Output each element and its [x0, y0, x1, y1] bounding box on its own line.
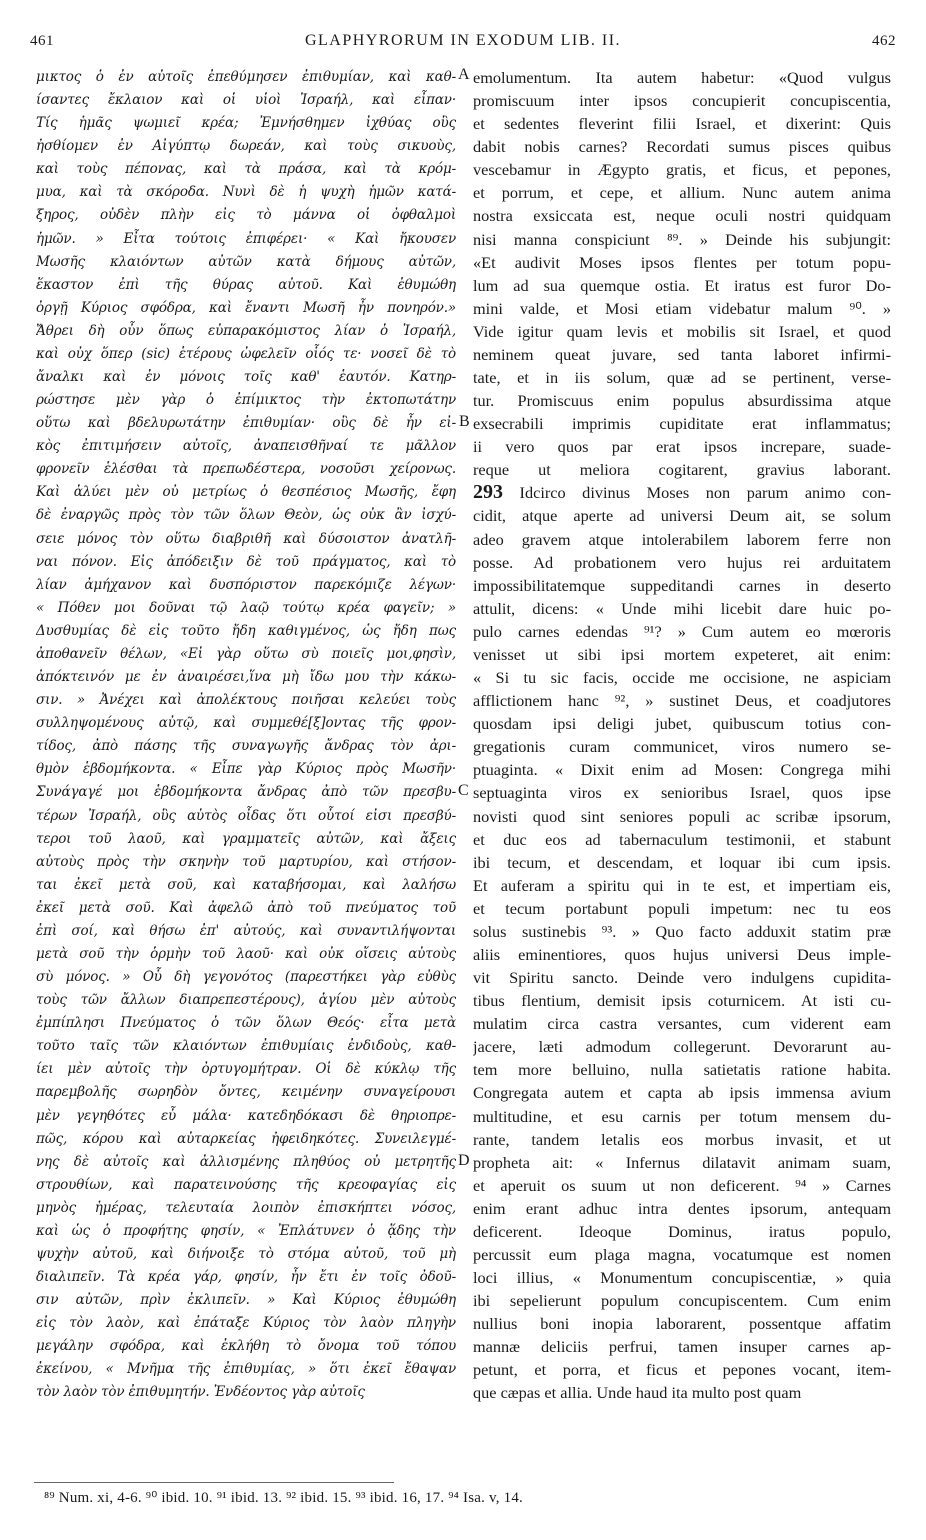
greek-text-line: μεγάλην σφόδρα, καὶ ἐκλήθη τὸ ὄνομα τοῦ τόπου — [36, 1338, 456, 1355]
latin-text-line: «Et audivit Moses ipsos flentes per totum popu- — [473, 252, 891, 272]
latin-text-line: deficerent. Ideoque Dominus, iratus populo, — [473, 1221, 891, 1241]
greek-text-line: τοῦτο ταῖς τῶν κλαιόντων ἐπιθυμίαις ἐνδιδοὺς, καθ- — [36, 1038, 456, 1055]
greek-text-line: εἰς τὸν λαὸν, καὶ ἐπάταξε Κύριος τὸν λαὸν πληγὴν — [36, 1315, 456, 1332]
section-number: 293 — [473, 481, 503, 504]
greek-text-line: μυα, καὶ τὰ σκόροδα. Νυνὶ δὲ ἡ ψυχὴ ἡμῶν κατά- — [36, 184, 456, 201]
latin-text-line: nisi manna conspiciunt ⁸⁹. » Deinde his subjungit: — [473, 229, 891, 249]
latin-text-line: ii vero quos par erat ipsos increpare, suade- — [473, 437, 891, 457]
latin-text-line: posse. Ad probationem vero hujus rei arduitatem — [473, 552, 891, 572]
greek-text-line: ἐκείνου, « Μνῆμα τῆς ἐπιθυμίας, » ὅτι ἐκεῖ ἔθαψαν — [36, 1361, 456, 1378]
greek-text-line: παρεμβολῆς σωρηδὸν ὄντες, κειμένην συναγείρουσι — [36, 1084, 456, 1101]
latin-text-line: novisti quod sint seniores populi ac scribæ ipsorum, — [473, 806, 891, 826]
latin-text-line: tate, et in iis solum, quæ ad se pertinent, verse- — [473, 368, 891, 388]
greek-text-line: κὸς ἐπιτιμήσειν αὐτοῖς, ἀναπεισθῆναί τε μᾶλλον — [36, 438, 456, 455]
greek-text-line: Ἄθρει δὴ οὖν ὅπως εὐπαρακόμιστος λίαν ὁ Ἰσραήλ, — [36, 322, 456, 339]
latin-text-line: percussit eum plaga magna, vocatumque est nomen — [473, 1244, 891, 1264]
greek-text-line: τοὺς τῶν ἄλλων διαπρεπεστέρους), ἁγίου μὲν αὐτοὺς — [36, 992, 456, 1009]
latin-text-line: ibi sepelierunt populum concupiscentem. Cum enim — [473, 1291, 891, 1311]
greek-text-line: ἄναλκι καὶ ἐν μόνοις τοῖς καθ' ἑαυτόν. Κατηρ- — [36, 369, 456, 386]
greek-text-line: αὐτοὺς πρὸς τὴν σκηνὴν τοῦ μαρτυρίου, καὶ στήσον- — [36, 853, 456, 870]
greek-text-line: δὲ ἐναργῶς πρὸς τὸν τῶν ὅλων Θεὸν, ὡς οὐκ ἂν ἰσχύ- — [36, 507, 456, 524]
greek-text-line: συλληψομένους αὐτῷ, καὶ συμμεθέ[ξ]οντας τῆς φρον- — [36, 715, 456, 732]
greek-column — [36, 66, 456, 1405]
greek-text-line: στρουθίων, καὶ παρατεινούσης τῆς κρεοφαγίας εἰς — [36, 1176, 456, 1193]
margin-marker-a: A — [458, 66, 470, 83]
margin-marker-c: C — [458, 782, 469, 799]
footnotes: ⁸⁹ Num. xi, 4-6. ⁹⁰ ibid. 10. ⁹¹ ibid. 13. ⁹² ibid. 15. ⁹³ ibid. 16, 17. ⁹⁴ Isa. v, 14. — [44, 1490, 524, 1506]
latin-text-line: neminem queat juvare, sed tanta laboret infirmi- — [473, 344, 891, 364]
greek-text-line: σειε μόνος τὸν οὕτω διαβριθῆ καὶ δύσοιστον ἀνατλῆ- — [36, 530, 456, 547]
greek-text-line: ἡμῶν. » Εἶτα τούτοις ἐπιφέρει· « Καὶ ἤκουσεν — [36, 230, 456, 247]
latin-text-line: tem more belluino, nulla satietatis ratione habita. — [473, 1060, 891, 1080]
greek-text-line: ἐμπίπλησι Πνεύματος ὁ τῶν ὅλων Θεός· εἶτα μετὰ — [36, 1015, 456, 1032]
greek-text-line: μηνὸς ἡμέρας, τελευταία λοιπὸν ἐπισκήπτει νόσος, — [36, 1199, 456, 1216]
latin-text-line: nostra exsiccata est, neque oculi nostri quidquam — [473, 206, 891, 226]
margin-marker-d: D — [458, 1152, 470, 1169]
latin-text-line: lum ad sua quemque ostia. Et iratus est furor Do- — [473, 275, 891, 295]
latin-text-line: loci illius, « Monumentum concupiscentiæ, » quia — [473, 1268, 891, 1288]
latin-text-line: tibus flentium, demisit ipsis coturnicem. At isti cu- — [473, 991, 891, 1011]
latin-text-line: tur. Promiscuus enim populus absurdissima atque — [473, 391, 891, 411]
latin-text-line: ibi tecum, et descendam, et loquar ibi cum ipsis. — [473, 852, 891, 872]
greek-text-line: « Πόθεν μοι δοῦναι τῷ λαῷ τούτῳ κρέα φαγεῖν; » — [36, 599, 456, 616]
greek-text-line: ἐκεῖ μετὰ σοῦ. Καὶ ἀφελῶ ἀπὸ τοῦ πνεύματος τοῦ — [36, 899, 456, 916]
greek-text-line: Δυσθυμίας δὲ εἰς τοῦτο ἤδη καθιγμένος, ὡς ἤδη πως — [36, 622, 456, 639]
latin-text-line: Congregata autem et capta ab ipsis immensa avium — [473, 1083, 891, 1103]
footnote-rule — [34, 1482, 394, 1483]
latin-text-line: et tecum portabunt populi impetum: nec tu eos — [473, 898, 891, 918]
greek-text-line: ἐπὶ σοί, καὶ θήσω ἐπ' αὐτούς, καὶ συναντιλήψονται — [36, 922, 456, 939]
latin-text-line: exsecrabili imprimis cupiditate erat inflammatus; — [473, 414, 891, 434]
left-page-number: 461 — [30, 32, 54, 49]
latin-text-line: dabit nobis carnes? Recordati sumus pisces quibus — [473, 137, 891, 157]
greek-text-line: τέρων Ἰσραήλ, οὓς αὐτὸς οἶδας ὅτι οὗτοί εἰσι πρεσβύ- — [36, 807, 456, 824]
latin-text-line: adeo gravem atque intolerabilem laborem ferre non — [473, 529, 891, 549]
greek-text-line: σὺ μόνος. » Οὗ δὴ γεγονότος (παρεστήκει γὰρ εὐθὺς — [36, 969, 456, 986]
latin-column — [473, 66, 891, 1405]
margin-marker-b: B — [459, 413, 470, 430]
greek-text-line: τίδος, ἀπὸ πάσης τῆς συναγωγῆς ἄνδρας τὸν ἀρι- — [36, 738, 456, 755]
running-title: GLAPHYRORUM IN EXODUM LIB. II. — [304, 32, 622, 49]
latin-text-line: et sedentes fleverint filii Israel, et dixerint: Quis — [473, 114, 891, 134]
greek-text-line: μικτος ὁ ἐν αὐτοῖς ἐπεθύμησεν ἐπιθυμίαν, καὶ καθ- — [36, 69, 456, 85]
latin-text-line: que cæpas et allia. Unde haud ita multo post quam — [473, 1383, 802, 1403]
latin-text-line: et duc eos ad tabernaculum testimonii, et stabunt — [473, 829, 891, 849]
greek-text-line: Τίς ἡμᾶς ψωμιεῖ κρέα; Ἐμνήσθημεν ἰχθύας οὓς — [36, 115, 456, 132]
greek-text-line: καὶ οὐχ ὅπερ (sic) ἑτέρους ὠφελεῖν οἷός τε· νοσεῖ δὲ τὸ — [36, 345, 456, 362]
greek-text-line: ίει μὲν αὐτοῖς τὴν ὀρτυγομήτραν. Οἱ δὲ κύκλῳ τῆς — [36, 1061, 456, 1078]
latin-text-line: jacere, læti admodum collegerunt. Devorarunt au- — [473, 1037, 891, 1057]
latin-text-line: mannæ deliciis perfrui, tamen insuper carnes ap- — [473, 1337, 891, 1357]
latin-text-line: propheta ait: « Infernus dilatavit animam suam, — [473, 1152, 891, 1172]
latin-text-line: Vide igitur quam levis et mobilis sit Israel, et quod — [473, 321, 891, 341]
latin-text-line: solus sustinebis ⁹³. » Quo facto adduxit statim præ — [473, 921, 891, 941]
latin-text-line: impossibilitatemque suppeditandi carnes in deserto — [473, 575, 891, 595]
latin-text-line: venisset ut sibi ipsi mortem expeteret, ait enim: — [473, 644, 891, 664]
greek-text-line: θμὸν ἑβδομήκοντα. « Εἶπε γὰρ Κύριος πρὸς Μωσῆν· — [36, 761, 456, 778]
greek-text-line: ναι πόνον. Εἰς ἀπόδειξιν δὲ τοῦ πράγματος, καὶ τὸ — [36, 553, 456, 570]
greek-text-line: φρονεῖν ἑλέσθαι τὰ πρεπωδέστερα, νοσοῦσι χείρονως. — [36, 461, 456, 478]
latin-text-line: promiscuum inter ipsos concupierit concupiscentia, — [473, 91, 891, 111]
greek-text-line: ἀπόκτεινόν με ἐν ἀναιρέσει,ἵνα μὴ ἴδω μου τὴν κάκω- — [36, 669, 456, 686]
latin-text-line: aliis eminentiores, quos hujus universi Deus imple- — [473, 944, 891, 964]
greek-text-line: τὸν λαὸν τὸν ἐπιθυμητήν. Ἐνδέοντος γὰρ αὐτοῖς — [36, 1384, 365, 1401]
greek-text-line: Καὶ ἀλύει μὲν οὐ μετρίως ὁ θεσπέσιος Μωσῆς, ἔφη — [36, 484, 456, 501]
greek-text-line: νης δὲ αὐτοῖς καὶ ἀλλισμένης πληθύος οὐ μετρητῆς — [36, 1153, 456, 1170]
greek-text-line: οὕτω καὶ βδελυρωτάτην ἐπιθυμίαν· οὓς δὲ ἦν εἰ- — [36, 415, 456, 432]
latin-text-line: nullius boni inopia laborarent, possentque affatim — [473, 1314, 891, 1334]
latin-text-line: « Si tu sic facis, occide me occisione, ne aspiciam — [473, 668, 891, 688]
latin-text-line: cidit, atque aperte ad universi Deum ait, se solum — [473, 506, 891, 526]
greek-text-line: σιν αὐτῶν, πρὶν ἐκλιπεῖν. » Καὶ Κύριος ἐθυμώθη — [36, 1292, 456, 1309]
greek-text-line: ὀργῇ Κύριος σφόδρα, καὶ ἔναντι Μωσῆ ἦν πονηρόν.» — [36, 299, 456, 316]
latin-text-line: quosdam ipsi deligi jubet, quibuscum totius con- — [473, 714, 891, 734]
greek-text-line: ἀποθανεῖν θέλων, «Εἰ γὰρ οὕτω σὺ ποιεῖς μοι,φησὶν, — [36, 645, 456, 662]
latin-text-line: vescebamur in Ægypto gratis, et ficus, et pepones, — [473, 160, 891, 180]
greek-text-line: ίσαντες ἔκλαιον καὶ οἱ υἱοὶ Ἰσραήλ, καὶ εἶπαν· — [36, 92, 456, 109]
latin-text-line: gregationis curam communicet, viros numero se- — [473, 737, 891, 757]
greek-text-line: καὶ τοὺς πέπονας, καὶ τὰ πράσα, καὶ τὰ κρόμ- — [36, 161, 456, 178]
latin-text-line: ptuaginta. « Dixit enim ad Mosen: Congrega mihi — [473, 760, 891, 780]
greek-text-line: ρώστησε μὲν γὰρ ὁ ἐπίμικτος τὴν ἐκτοπωτάτην — [36, 392, 456, 409]
greek-text-line: σιν. » Ἀνέχει καὶ ἀπολέκτους ποιῆσαι κελεύει τοὺς — [36, 692, 456, 709]
latin-text-line: afflictionem hanc ⁹², » sustinet Deus, et coadjutores — [473, 691, 891, 711]
latin-text-line: reque ut meliora cogitarent, gravius laborant. — [473, 460, 891, 480]
latin-text-line: petunt, et porra, et ficus et pepones vocant, item- — [473, 1360, 891, 1380]
greek-text-line: μετὰ σοῦ τὴν ὁρμὴν τοῦ λαοῦ· καὶ οὐκ οἴσεις αὐτοὺς — [36, 945, 456, 962]
latin-text-line: mini valde, et Mosi etiam videbatur malum ⁹⁰. » — [473, 298, 891, 318]
latin-text-line: rante, tandem letalis eos morbus invasit, et ut — [473, 1129, 891, 1149]
greek-text-line: καὶ ὡς ὁ προφήτης φησίν, « Ἐπλάτυνεν ὁ ᾅδης τὴν — [36, 1222, 456, 1239]
greek-text-line: ξηρος, οὐδὲν πλὴν εἰς τὸ μάννα οἱ ὀφθαλμοὶ — [36, 207, 456, 224]
right-page-number: 462 — [871, 32, 896, 49]
greek-text-line: πῶς, κόρου καὶ αὐταρκείας ἠφειδηκότες. Συνειλεγμέ- — [36, 1130, 456, 1147]
greek-text-line: Συνάγαγέ μοι ἑβδομήκοντα ἄνδρας ἀπὸ τῶν πρεσβυ- — [36, 784, 456, 801]
latin-text-line: et aperuit os suum ut non deficerent. ⁹⁴ » Carnes — [473, 1175, 891, 1195]
greek-text-line: Μωσῆς κλαιόντων αὐτῶν κατὰ δήμους αὐτῶν, — [36, 253, 456, 270]
greek-text-line: ται ἐκεῖ μετὰ σοῦ, καὶ καταβήσομαι, καὶ λαλήσω — [36, 876, 456, 893]
latin-text-line: et porrum, et cepe, et allium. Nunc autem anima — [473, 183, 891, 203]
latin-text-line: pulo carnes edendas ⁹¹? » Cum autem eo mœroris — [473, 621, 891, 641]
greek-text-line: ἕκαστον ἐπὶ τῆς θύρας αὐτοῦ. Καὶ ἐθυμώθη — [36, 276, 456, 293]
latin-text-line: 293 Idcirco divinus Moses non parum animo con- — [473, 481, 891, 504]
latin-text-line: enim erant adhuc intra dentes ipsorum, antequam — [473, 1198, 891, 1218]
page-header — [30, 26, 896, 56]
latin-text-line: mulatim circa castra versantes, cum viderent eam — [473, 1014, 891, 1034]
greek-text-line: ἠσθίομεν ἐν Αἰγύπτῳ δωρεάν, καὶ τοὺς σικυοὺς, — [36, 138, 456, 155]
latin-text-line: multitudine, et esu carnis per totum mensem du- — [473, 1106, 891, 1126]
latin-text-line: septuaginta viros ex senioribus Israel, quos ipse — [473, 783, 891, 803]
greek-text-line: μὲν γεγηθότες εὖ μάλα· κατεδηδόκασι δὲ θηριοπρε- — [36, 1107, 456, 1124]
greek-text-line: τεροι τοῦ λαοῦ, καὶ γραμματεῖς αὐτῶν, καὶ ἄξεις — [36, 830, 456, 847]
latin-text-line: vit Spiritu sancto. Deinde vero indulgens cupidita- — [473, 968, 891, 988]
greek-text-line: ψυχὴν αὐτοῦ, καὶ διήνοιξε τὸ στόμα αὐτοῦ, τοῦ μὴ — [36, 1245, 456, 1262]
latin-text-line: emolumentum. Ita autem habetur: «Quod vulgus — [473, 68, 891, 87]
greek-text-line: διαλιπεῖν. Τὰ κρέα γάρ, φησίν, ἦν ἔτι ἐν τοῖς ὀδοῦ- — [36, 1269, 456, 1286]
latin-text-line: attulit, dicens: « Unde mihi licebit dare huic po- — [473, 598, 891, 618]
greek-text-line: λίαν ἀμήχανον καὶ δυσπόριστον παρεκόμιζε λέγων· — [36, 576, 456, 593]
latin-text-line: Et auferam a spiritu qui in te est, et impertiam eis, — [473, 875, 891, 895]
